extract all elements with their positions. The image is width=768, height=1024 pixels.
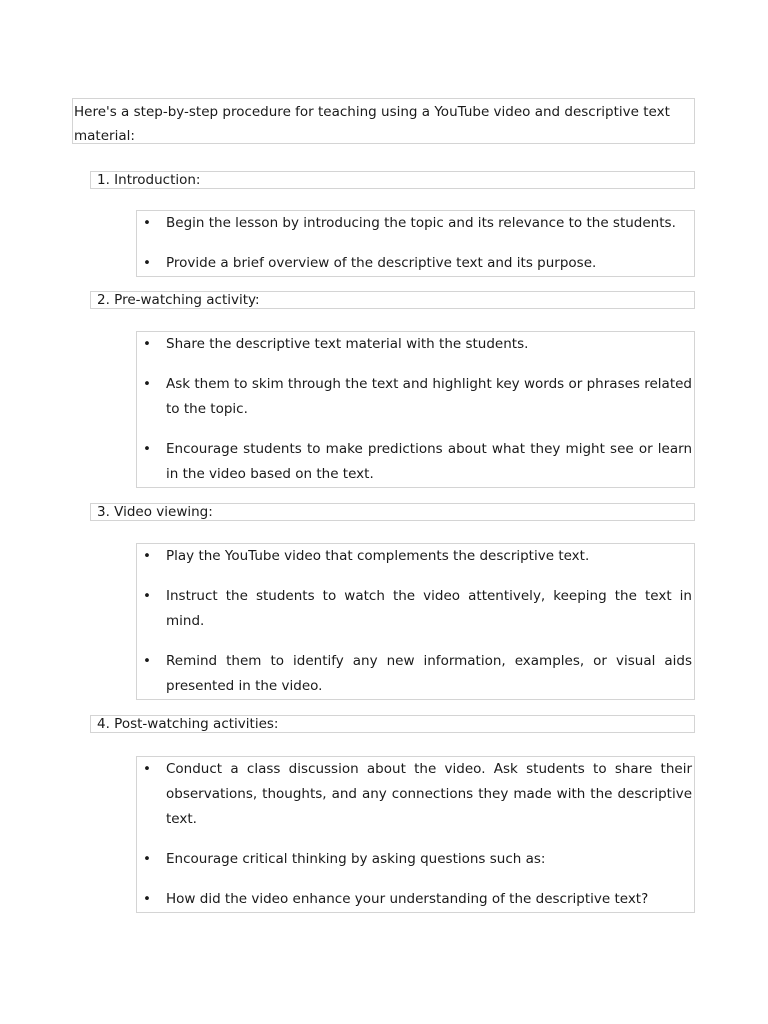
list-item: • Share the descriptive text material with the students. [137,332,692,357]
step-4-heading: 4. Post-watching activities: [90,715,695,733]
step-2-heading: 2. Pre-watching activity: [90,291,695,309]
intro-paragraph: Here's a step-by-step procedure for teaching using a YouTube video and descriptive text material: [72,98,695,144]
step-2-bullet-list [136,331,695,488]
list-item: • Begin the lesson by introducing the topic and its relevance to the students. [137,211,692,236]
step-1-heading: 1. Introduction: [90,171,695,189]
step-4-bullet-list [136,756,695,913]
list-item: • How did the video enhance your understanding of the descriptive text? [137,887,692,912]
list-item: • Conduct a class discussion about the video. Ask students to share their observations, thoughts, and any connections they made with the descriptive text. [137,757,692,832]
step-3-heading: 3. Video viewing: [90,503,695,521]
list-item: • Encourage students to make predictions about what they might see or learn in the video based on the text. [137,437,692,487]
step-3-bullet-list [136,543,695,700]
list-item: • Remind them to identify any new information, examples, or visual aids presented in the video. [137,649,692,699]
list-item: • Provide a brief overview of the descriptive text and its purpose. [137,251,692,276]
list-item: • Play the YouTube video that complements the descriptive text. [137,544,692,569]
step-1-bullet-list [136,210,695,277]
list-item: • Encourage critical thinking by asking questions such as: [137,847,692,872]
list-item: • Ask them to skim through the text and highlight key words or phrases related to the topic. [137,372,692,422]
list-item: • Instruct the students to watch the video attentively, keeping the text in mind. [137,584,692,634]
